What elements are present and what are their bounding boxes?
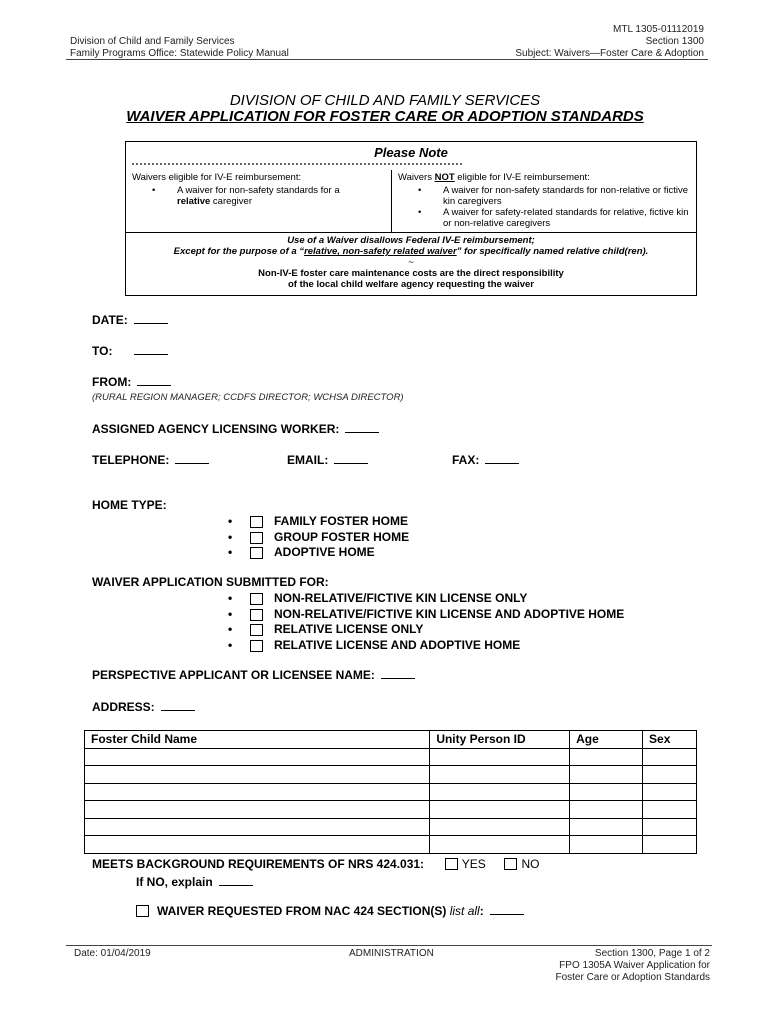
yes-label: YES (461, 857, 486, 871)
table-cell[interactable] (85, 818, 430, 836)
table-row (85, 783, 697, 801)
table-cell[interactable] (430, 818, 570, 836)
table-row (85, 801, 697, 819)
footer-administration: ADMINISTRATION (349, 948, 434, 959)
table-cell[interactable] (570, 766, 643, 784)
note-row-divider (126, 232, 696, 233)
header-section: Section 1300 (645, 36, 704, 47)
table-cell[interactable] (85, 801, 430, 819)
waiver-for-label: WAIVER APPLICATION SUBMITTED FOR: (92, 575, 329, 589)
waiver-section-field: WAIVER REQUESTED FROM NAC 424 SECTION(S) list all: (136, 904, 524, 918)
table-row (85, 836, 697, 854)
explain-blank[interactable] (219, 875, 253, 886)
table-cell[interactable] (643, 766, 697, 784)
from-blank[interactable] (137, 375, 171, 386)
explain-field: If NO, explain (136, 875, 253, 889)
table-cell[interactable] (570, 818, 643, 836)
licensing-worker-field: ASSIGNED AGENCY LICENSING WORKER: (92, 422, 379, 436)
relative-bold: relative (177, 196, 211, 207)
table-cell[interactable] (430, 801, 570, 819)
table-cell[interactable] (570, 783, 643, 801)
table-cell[interactable] (643, 818, 697, 836)
home-type-label: HOME TYPE: (92, 498, 167, 512)
no-label: NO (521, 857, 540, 871)
table-cell[interactable] (430, 748, 570, 766)
waiver-section-checkbox[interactable] (136, 905, 149, 917)
header-foster-child-name: Foster Child Name (85, 731, 430, 749)
header-subject: Subject: Waivers—Foster Care & Adoption (515, 48, 704, 59)
address-blank[interactable] (161, 700, 195, 711)
header-right (515, 24, 704, 60)
table-row (85, 748, 697, 766)
telephone-field: TELEPHONE: (92, 453, 209, 467)
applicant-name-blank[interactable] (381, 668, 415, 679)
table-cell[interactable] (643, 801, 697, 819)
checkbox[interactable] (250, 547, 263, 559)
table-cell[interactable] (430, 766, 570, 784)
header-unity-person-id: Unity Person ID (430, 731, 570, 749)
telephone-blank[interactable] (175, 453, 209, 464)
note-eligible-column (132, 172, 382, 207)
checkbox[interactable] (250, 624, 263, 636)
email-blank[interactable] (334, 453, 368, 464)
date-blank[interactable] (134, 313, 168, 324)
table-row (85, 766, 697, 784)
header-age: Age (570, 731, 643, 749)
note-disclaimer: Use of a Waiver disallows Federal IV-E reimbursement; Except for the purpose of a “relative, non-safety related waiver” for specifically named relative child(ren). ~ Non-IV-E foster care maintenance costs are the direct responsibility of the local child welfare agency requesting the waiver (173, 235, 649, 290)
footer-page: Section 1300, Page 1 of 2 (594, 948, 710, 959)
foster-child-table (84, 730, 697, 854)
to-field: TO: (92, 344, 168, 358)
checkbox[interactable] (250, 516, 263, 528)
yes-checkbox[interactable] (445, 858, 458, 870)
table-cell[interactable] (85, 836, 430, 854)
footer-date: Date: 01/04/2019 (74, 948, 151, 959)
table-cell[interactable] (85, 783, 430, 801)
table-header-row (85, 731, 697, 749)
table-cell[interactable] (570, 748, 643, 766)
footer-form-id: FPO 1305A Waiver Application for (559, 960, 710, 971)
not-eligible-heading: Waivers NOT eligible for IV-E reimbursement: (398, 172, 590, 183)
checkbox[interactable] (250, 640, 263, 652)
fax-field: FAX: (452, 453, 519, 467)
header-office: Family Programs Office: Statewide Policy Manual (70, 48, 289, 59)
table-cell[interactable] (430, 783, 570, 801)
footer-form-name: Foster Care or Adoption Standards (555, 972, 710, 983)
applicant-name-field: PERSPECTIVE APPLICANT OR LICENSEE NAME: (92, 668, 415, 682)
licensing-worker-blank[interactable] (345, 422, 379, 433)
table-cell[interactable] (570, 836, 643, 854)
eligible-heading: Waivers eligible for IV-E reimbursement: (132, 172, 302, 183)
from-field: FROM: (92, 375, 171, 389)
not-eligible-item: • A waiver for safety-related standards for relative, fictive kin or non-relative caregivers (398, 207, 693, 229)
header-rule (66, 59, 708, 60)
footer-right (555, 948, 710, 984)
to-blank[interactable] (134, 344, 168, 355)
checkbox[interactable] (250, 532, 263, 544)
table-cell[interactable] (643, 836, 697, 854)
fax-blank[interactable] (485, 453, 519, 464)
header-left (70, 36, 289, 60)
dotted-separator (132, 163, 462, 167)
checkbox[interactable] (250, 609, 263, 621)
no-checkbox[interactable] (504, 858, 517, 870)
document-title-division: DIVISION OF CHILD AND FAMILY SERVICES (229, 92, 541, 109)
document-title-form: WAIVER APPLICATION FOR FOSTER CARE OR ADOPTION STANDARDS (126, 108, 644, 125)
email-field: EMAIL: (287, 453, 368, 467)
table-cell[interactable] (85, 766, 430, 784)
table-cell[interactable] (570, 801, 643, 819)
note-column-divider (391, 170, 392, 232)
eligible-item: • A waiver for non-safety standards for a relative caregiver (132, 185, 382, 207)
please-note-box (125, 141, 697, 296)
header-mtl: MTL 1305-01112019 (613, 24, 704, 35)
checkbox[interactable] (250, 593, 263, 605)
table-cell[interactable] (643, 748, 697, 766)
footer-rule (66, 945, 712, 946)
address-field: ADDRESS: (92, 700, 195, 714)
header-sex: Sex (643, 731, 697, 749)
waiver-section-blank[interactable] (490, 904, 524, 915)
table-row (85, 818, 697, 836)
date-field: DATE: (92, 313, 168, 327)
table-cell[interactable] (643, 783, 697, 801)
table-cell[interactable] (85, 748, 430, 766)
not-eligible-item: • A waiver for non-safety standards for non-relative or fictive kin caregivers (398, 185, 693, 207)
please-note-heading: Please Note (374, 145, 448, 160)
background-requirements-field: MEETS BACKGROUND REQUIREMENTS OF NRS 424.031: YES NO (92, 857, 540, 871)
table-cell[interactable] (430, 836, 570, 854)
header-division: Division of Child and Family Services (70, 36, 235, 47)
from-hint: (RURAL REGION MANAGER; CCDFS DIRECTOR; WCHSA DIRECTOR) (92, 392, 404, 403)
note-not-eligible-column (398, 172, 693, 229)
